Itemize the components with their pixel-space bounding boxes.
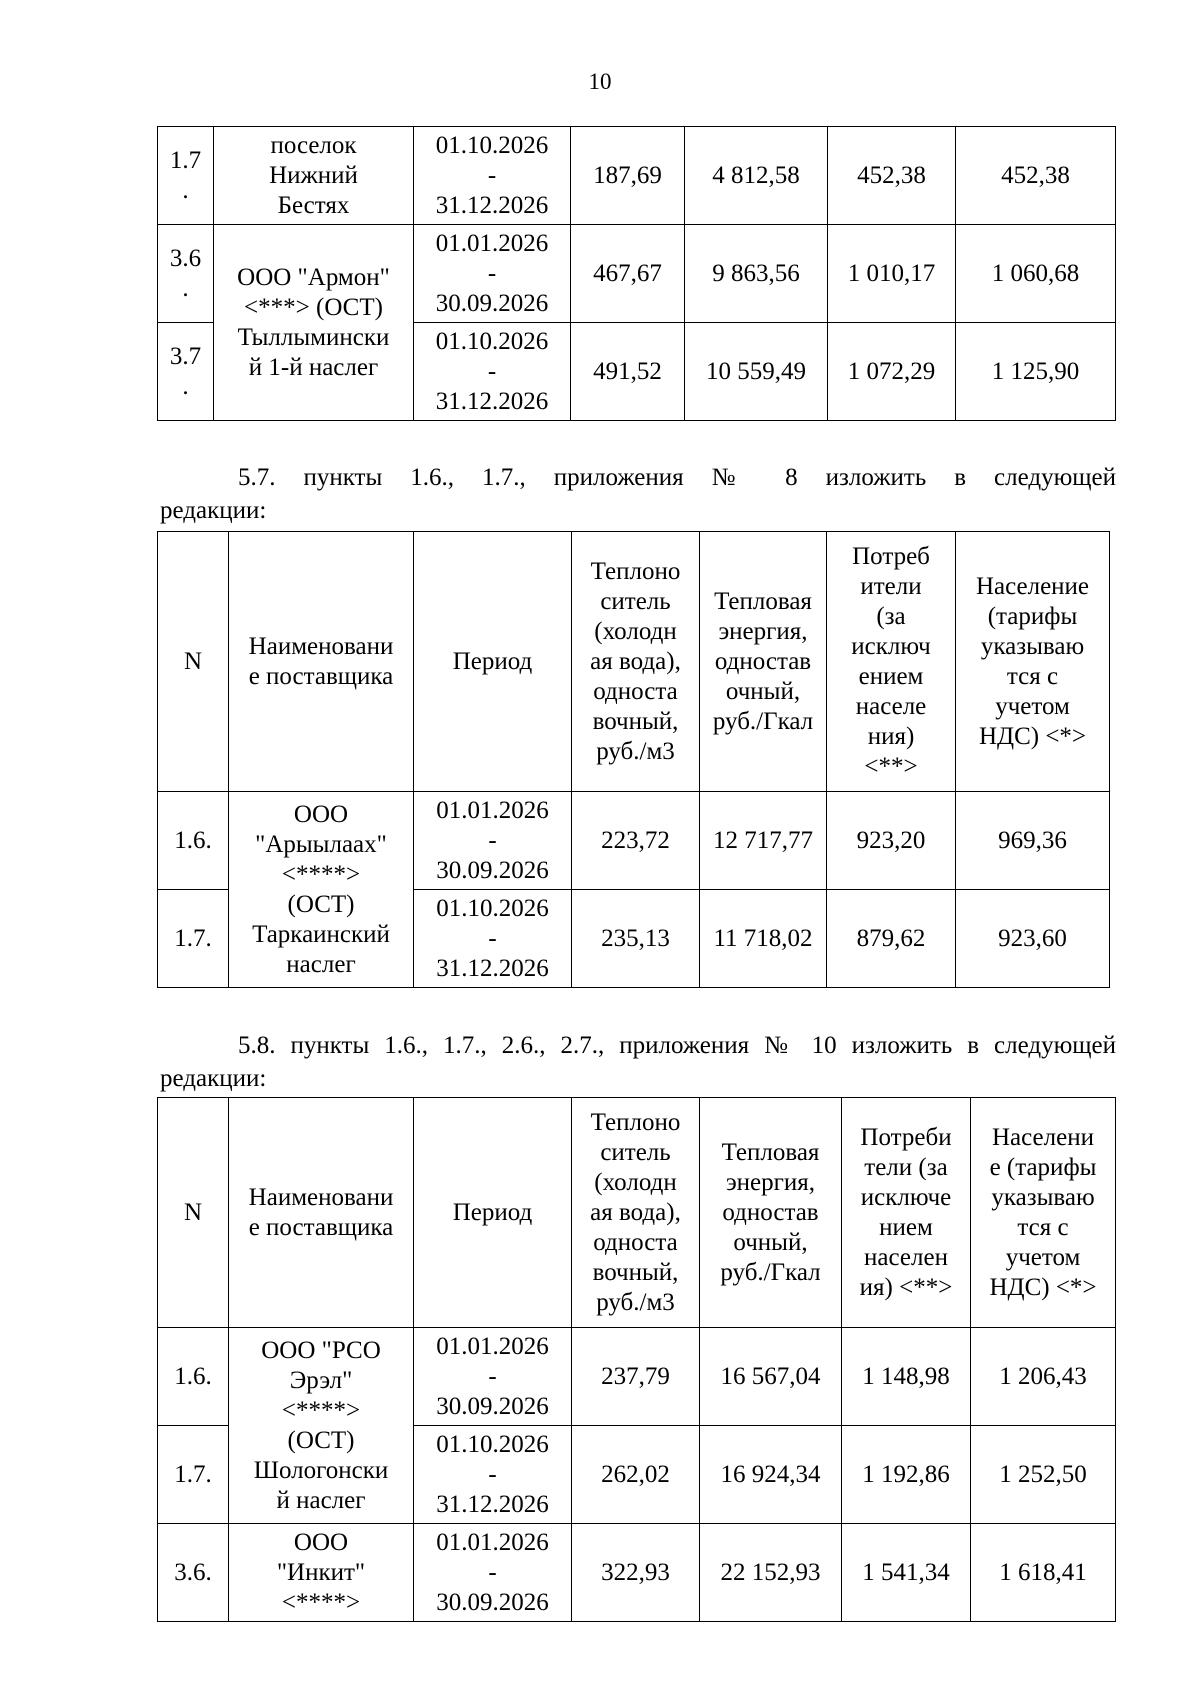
heat-tariff: 4 812,58: [685, 127, 828, 225]
heat-tariff: 16 924,34: [700, 1426, 842, 1524]
supplier-name: ООО "Инкит" <****>: [229, 1524, 414, 1622]
water-tariff: 322,93: [572, 1524, 700, 1622]
header-n: N: [158, 532, 229, 792]
row-number: 1.7.: [158, 1426, 229, 1524]
paragraph-line: редакции:: [160, 497, 267, 524]
consumers-tariff: 923,20: [827, 792, 956, 890]
row-number: 1.7 .: [158, 127, 214, 225]
header-period: Период: [414, 1098, 572, 1328]
heat-tariff: 12 717,77: [700, 792, 827, 890]
tariff-table-appendix-8: [157, 531, 1110, 988]
header-water: Теплоно ситель (холодн ая вода), односта вочный, руб./м3: [572, 1098, 700, 1328]
header-supplier: Наименовани е поставщика: [229, 1098, 414, 1328]
row-number: 1.6.: [158, 792, 229, 890]
consumers-tariff: 1 192,86: [842, 1426, 971, 1524]
row-number: 3.6 .: [158, 225, 214, 323]
row-number: 1.6.: [158, 1328, 229, 1426]
population-tariff: 1 206,43: [971, 1328, 1116, 1426]
row-number: 3.7 .: [158, 323, 214, 421]
supplier-name: поселок Нижний Бестях: [214, 127, 414, 225]
population-tariff: 923,60: [956, 890, 1110, 988]
header-consumers: Потреб ители (за исключ ением населе ния) <**>: [827, 532, 956, 792]
supplier-name: ООО "Арыылаах" <****> (ОСТ) Таркаинский наслег: [229, 792, 414, 988]
water-tariff: 235,13: [572, 890, 700, 988]
paragraph-line: 5.8. пункты 1.6., 1.7., 2.6., 2.7., приложения № 10 изложить в следующей: [238, 1032, 1116, 1059]
water-tariff: 187,69: [571, 127, 685, 225]
period: 01.10.2026 - 31.12.2026: [414, 1426, 572, 1524]
water-tariff: 491,52: [571, 323, 685, 421]
header-heat: Тепловая энергия, одностав очный, руб./Гкал: [700, 532, 827, 792]
consumers-tariff: 1 010,17: [828, 225, 956, 323]
paragraph-5-7: [160, 461, 1116, 527]
page-number: 10: [588, 69, 612, 94]
consumers-tariff: 1 072,29: [828, 323, 956, 421]
water-tariff: 467,67: [571, 225, 685, 323]
heat-tariff: 9 863,56: [685, 225, 828, 323]
consumers-tariff: 879,62: [827, 890, 956, 988]
row-number: 1.7.: [158, 890, 229, 988]
water-tariff: 262,02: [572, 1426, 700, 1524]
consumers-tariff: 1 541,34: [842, 1524, 971, 1622]
paragraph-line: редакции:: [160, 1065, 267, 1092]
period: 01.01.2026 - 30.09.2026: [414, 225, 571, 323]
table-row: [158, 792, 1110, 890]
heat-tariff: 16 567,04: [700, 1328, 842, 1426]
period: 01.01.2026 - 30.09.2026: [414, 1524, 572, 1622]
paragraph-5-8: [160, 1029, 1116, 1095]
heat-tariff: 10 559,49: [685, 323, 828, 421]
header-row: [158, 532, 1110, 792]
header-heat: Тепловая энергия, одностав очный, руб./Гкал: [700, 1098, 842, 1328]
consumers-tariff: 1 148,98: [842, 1328, 971, 1426]
period: 01.10.2026 - 31.12.2026: [414, 127, 571, 225]
water-tariff: 237,79: [572, 1328, 700, 1426]
table-row: [158, 1524, 1116, 1622]
header-row: [158, 1098, 1116, 1328]
header-population: Населени е (тарифы указываю тся с учетом НДС) <*>: [971, 1098, 1116, 1328]
population-tariff: 1 060,68: [956, 225, 1116, 323]
paragraph-line: 5.7. пункты 1.6., 1.7., приложения № 8 изложить в следующей: [238, 464, 1116, 491]
period: 01.01.2026 - 30.09.2026: [414, 1328, 572, 1426]
water-tariff: 223,72: [572, 792, 700, 890]
header-n: N: [158, 1098, 229, 1328]
table-row: [158, 225, 1116, 323]
period: 01.10.2026 - 31.12.2026: [414, 890, 572, 988]
period: 01.10.2026 - 31.12.2026: [414, 323, 571, 421]
population-tariff: 1 618,41: [971, 1524, 1116, 1622]
header-consumers: Потреби тели (за исключе нием населен ия) <**>: [842, 1098, 971, 1328]
row-number: 3.6.: [158, 1524, 229, 1622]
tariff-table-continuation: [157, 126, 1116, 421]
header-supplier: Наименовани е поставщика: [229, 532, 414, 792]
population-tariff: 1 252,50: [971, 1426, 1116, 1524]
table-row: [158, 1328, 1116, 1426]
tariff-table-appendix-10: [157, 1097, 1116, 1622]
heat-tariff: 11 718,02: [700, 890, 827, 988]
header-period: Период: [414, 532, 572, 792]
heat-tariff: 22 152,93: [700, 1524, 842, 1622]
table-row: [158, 127, 1116, 225]
header-water: Теплоно ситель (холодн ая вода), односта вочный, руб./м3: [572, 532, 700, 792]
header-population: Население (тарифы указываю тся с учетом НДС) <*>: [956, 532, 1110, 792]
population-tariff: 969,36: [956, 792, 1110, 890]
period: 01.01.2026 - 30.09.2026: [414, 792, 572, 890]
supplier-name: ООО "РСО Эрэл" <****> (ОСТ) Шологонски й наслег: [229, 1328, 414, 1524]
consumers-tariff: 452,38: [828, 127, 956, 225]
population-tariff: 1 125,90: [956, 323, 1116, 421]
supplier-name: ООО "Армон" <***> (ОСТ) Тыллымински й 1-й наслег: [214, 225, 414, 421]
population-tariff: 452,38: [956, 127, 1116, 225]
